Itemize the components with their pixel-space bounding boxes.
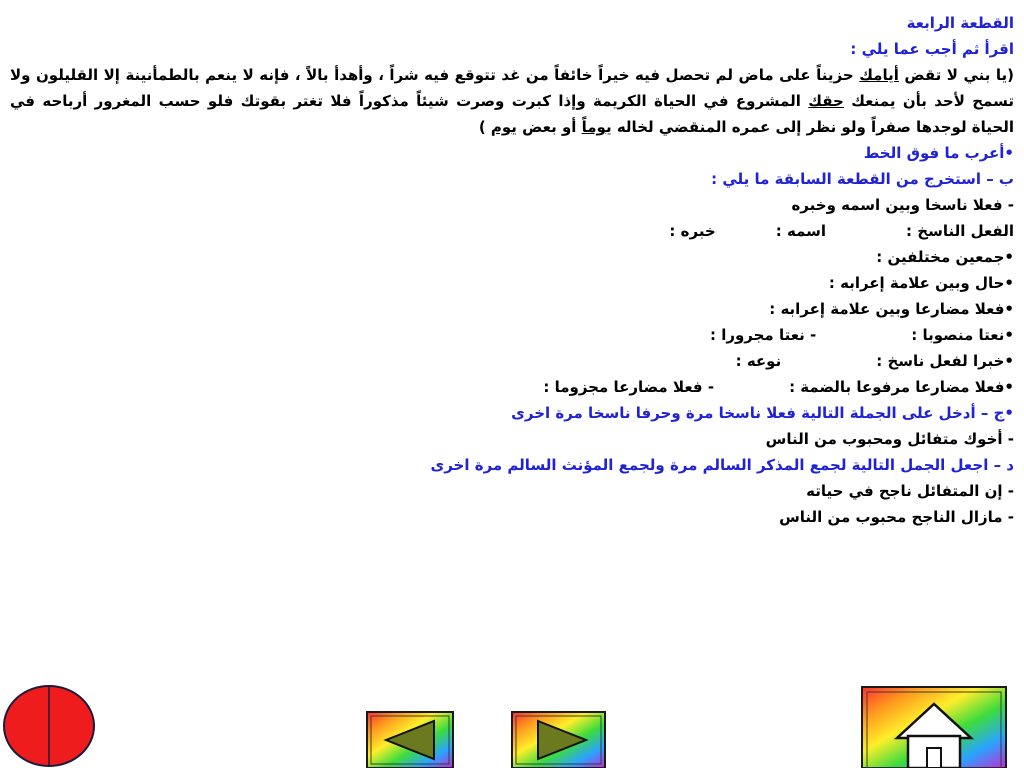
previous-button[interactable]	[366, 711, 454, 768]
passage-text-part: أو بعض	[516, 118, 582, 136]
passage-text-part: حزيناً على ماض لم تحصل فيه خيراً خائفاً من غد تتوقع فيه شراً ، وأهدأ بالاً ، فإنه لا ينعم بالطمأنينة إلا القليلون ولا تسمح لأحد بأن يمنعك	[10, 66, 1015, 110]
b6-khabar-label: •خبرا لفعل ناسخ :	[876, 352, 1014, 370]
b1-ism-label: اسمه :	[775, 222, 827, 240]
b1-verb-label: الفعل الناسخ :	[906, 222, 1014, 240]
home-button[interactable]	[861, 686, 1007, 768]
underlined-word: أيامك	[859, 66, 899, 84]
question-b4: •فعلا مضارعا وبين علامة إعرابه :	[769, 300, 1014, 318]
underlined-word: حقك	[808, 92, 844, 110]
question-b2: •جمعين مختلفين :	[876, 248, 1014, 266]
next-button[interactable]	[511, 711, 606, 768]
left-triangle-icon	[366, 711, 454, 768]
question-c1: - أخوك متفائل ومحبوب من الناس	[765, 430, 1014, 448]
question-b1: - فعلا ناسخا وبين اسمه وخبره	[791, 196, 1014, 214]
question-d1: - إن المتفائل ناجح في حياته	[806, 482, 1014, 500]
passage-text	[10, 62, 1014, 140]
red-circle-button[interactable]	[2, 684, 96, 768]
right-triangle-icon	[511, 711, 606, 768]
question-b7	[10, 374, 1014, 400]
b5-mansub-label: •نعتا منصوبا :	[911, 326, 1014, 344]
b1-khabar-label: خبره :	[669, 222, 716, 240]
passage-instruction: اقرأ ثم أجب عما يلي :	[850, 40, 1014, 58]
b7-majzum-label: - فعلا مضارعا مجزوما :	[543, 378, 715, 396]
question-b5	[10, 322, 1014, 348]
passage-text-part: (يا بني لا تقض	[898, 66, 1014, 84]
question-c-title: •ج – أدخل على الجملة التالية فعلا ناسخا مرة وحرفا ناسخا مرة اخرى	[511, 404, 1014, 422]
underlined-word: يوماً	[581, 118, 612, 136]
question-b3: •حال وبين علامة إعرابه :	[828, 274, 1014, 292]
b6-type-label: نوعه :	[735, 352, 782, 370]
question-b-title: ب – استخرج من القطعة السابقة ما يلي :	[711, 170, 1014, 188]
question-d-title: د – اجعل الجمل التالية لجمع المذكر السالم مرة ولجمع المؤنث السالم مرة اخرى	[430, 456, 1014, 474]
worksheet-content	[10, 10, 1014, 530]
house-icon	[861, 686, 1007, 768]
question-b1-fields	[10, 218, 1014, 244]
b7-marfu-label: •فعلا مضارعا مرفوعا بالضمة :	[789, 378, 1014, 396]
question-a: •أعرب ما فوق الخط	[863, 144, 1014, 162]
passage-title: القطعة الرابعة	[906, 14, 1014, 32]
underlined-word: يوم	[490, 118, 517, 136]
passage-text-part: )	[478, 118, 491, 136]
red-circle-icon	[2, 684, 96, 768]
question-d2: - مازال الناجح محبوب من الناس	[779, 508, 1014, 526]
b5-majrur-label: - نعتا مجرورا :	[709, 326, 817, 344]
passage-text-part: المشروع في الحياة الكريمة وإذا كبرت وصرت شيئاً مذكوراً فلا تغتر بقوتك فلو حسب المغرور أرباحه في الحياة لوجدها صفراً ولو نظر إلى عمره المنقضي لخاله	[10, 92, 1014, 136]
question-b6	[10, 348, 1014, 374]
